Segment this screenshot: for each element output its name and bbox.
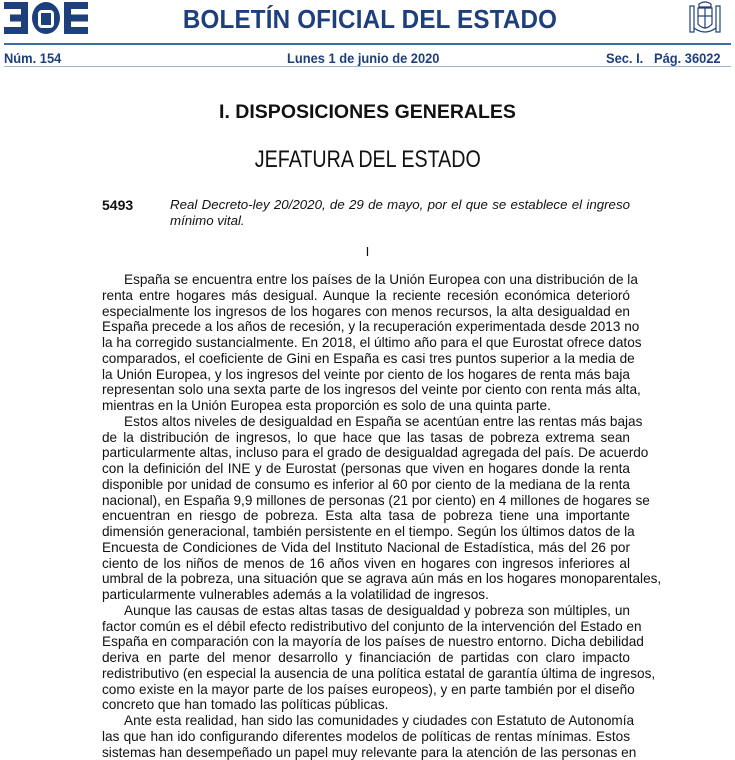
boe-logo [4, 2, 88, 34]
text-line: encuentran en riesgo de pobreza. Esta alta tasa de pobreza tiene una importante [102, 508, 630, 524]
text-line: umbral de la pobreza, una situación que se agrava aún más en los hogares monoparentales, [102, 571, 630, 587]
summary-line: Real Decreto-ley 20/2020, de 29 de mayo, por el que se establece el ingreso [170, 197, 630, 213]
text-line: Aunque las causas de estas altas tasas de desigualdad y pobreza son múltiples, un [102, 603, 630, 619]
text-line: Estos altos niveles de desigualdad en España se acentúan entre las rentas más bajas [102, 414, 630, 430]
text-line: España precede a los años de recesión, y la recuperación experimentada desde 2013 no [102, 319, 630, 335]
text-line: España se encuentra entre los países de la Unión Europea con una distribución de la [102, 272, 630, 288]
text-line: Encuesta de Condiciones de Vida del Instituto Nacional de Estadística, más del 26 por [102, 540, 630, 556]
text-line: deriva en parte del menor desarrollo y financiación de partidas con claro impacto [102, 650, 630, 666]
text-line: España en comparación con la mayoría de los países de nuestro entorno. Dicha debilidad [102, 634, 630, 650]
meta-rule [4, 66, 731, 67]
text-line: especialmente los ingresos de los hogares con menos recursos, la alta desigualdad en [102, 304, 630, 320]
text-line: concreto que han tomado las políticas públicas. [102, 697, 630, 713]
bulletin-title: BOLETÍN OFICIAL DEL ESTADO [128, 4, 612, 35]
text-line: mientras en la Unión Europea esta proporción es solo de una quinta parte. [102, 398, 630, 414]
text-line: ciento de los niños de menos de 16 años viven en hogares con ingresos inferiores al [102, 556, 630, 572]
text-line: nacional), en España 9,9 millones de personas (21 por ciento) en 4 millones de hogares se [102, 493, 630, 509]
text-line: comparados, el coeficiente de Gini en España es casi tres puntos superior a la media de [102, 351, 630, 367]
text-line: las que han ido configurando diferentes modelos de políticas de rentas mínimas. Estos [102, 729, 630, 745]
paragraph [102, 713, 630, 760]
text-line: la ha corregido sustancialmente. En 2018, el último año para el que Eurostat ofrece datos [102, 335, 630, 351]
text-line: factor común es el débil efecto redistributivo del conjunto de la intervención del Estado en [102, 619, 630, 635]
chapter-number: I [0, 244, 735, 259]
text-line: de la distribución de ingresos, lo que hace que las tasas de pobreza extrema sean [102, 430, 630, 446]
issue-number: Núm. 154 [4, 50, 61, 66]
text-line: con la definición del INE y de Eurostat (personas que viven en hogares donde la renta [102, 461, 630, 477]
summary-line: mínimo vital. [170, 213, 630, 229]
document-number: 5493 [102, 197, 133, 213]
text-line: dimensión generacional, también persistente en el tiempo. Según los últimos datos de la [102, 524, 630, 540]
department-title: JEFATURA DEL ESTADO [0, 146, 735, 174]
text-line: redistributivo (en especial la ausencia de una política estatal de garantía última de ingresos, [102, 666, 630, 682]
paragraph [102, 414, 630, 603]
text-line: como existe en la mayor parte de los países europeos), y en parte también por el diseño [102, 682, 630, 698]
text-line: sistemas han desempeñado un papel muy relevante para la atención de las personas en [102, 745, 630, 760]
text-line: representan solo una sexta parte de los ingresos del veinte por ciento con renta más alta, [102, 382, 630, 398]
text-line: particularmente vulnerables además a la volatilidad de ingresos. [102, 587, 630, 603]
page-number: Pág. 36022 [654, 50, 721, 66]
text-line: la Unión Europea, y los ingresos del veinte por ciento de los hogares de renta más baja [102, 367, 630, 383]
section-label: Sec. I. [606, 50, 643, 66]
document-summary [170, 197, 630, 229]
body-text [102, 272, 630, 760]
text-line: Ante esta realidad, han sido las comunidades y ciudades con Estatuto de Autonomía [102, 713, 630, 729]
issue-date: Lunes 1 de junio de 2020 [287, 50, 439, 66]
text-line: disponible por unidad de consumo es inferior al 60 por ciento de la mediana de la renta [102, 477, 630, 493]
header-rule [4, 43, 731, 45]
text-line: renta entre hogares más desigual. Aunque la reciente recesión económica deterioró [102, 288, 630, 304]
paragraph [102, 603, 630, 713]
text-line: particularmente altas, incluso para el grado de desigualdad agregada del país. De acuerdo [102, 445, 630, 461]
coat-of-arms-icon [686, 0, 724, 36]
section-title: I. DISPOSICIONES GENERALES [0, 101, 735, 124]
paragraph [102, 272, 630, 414]
